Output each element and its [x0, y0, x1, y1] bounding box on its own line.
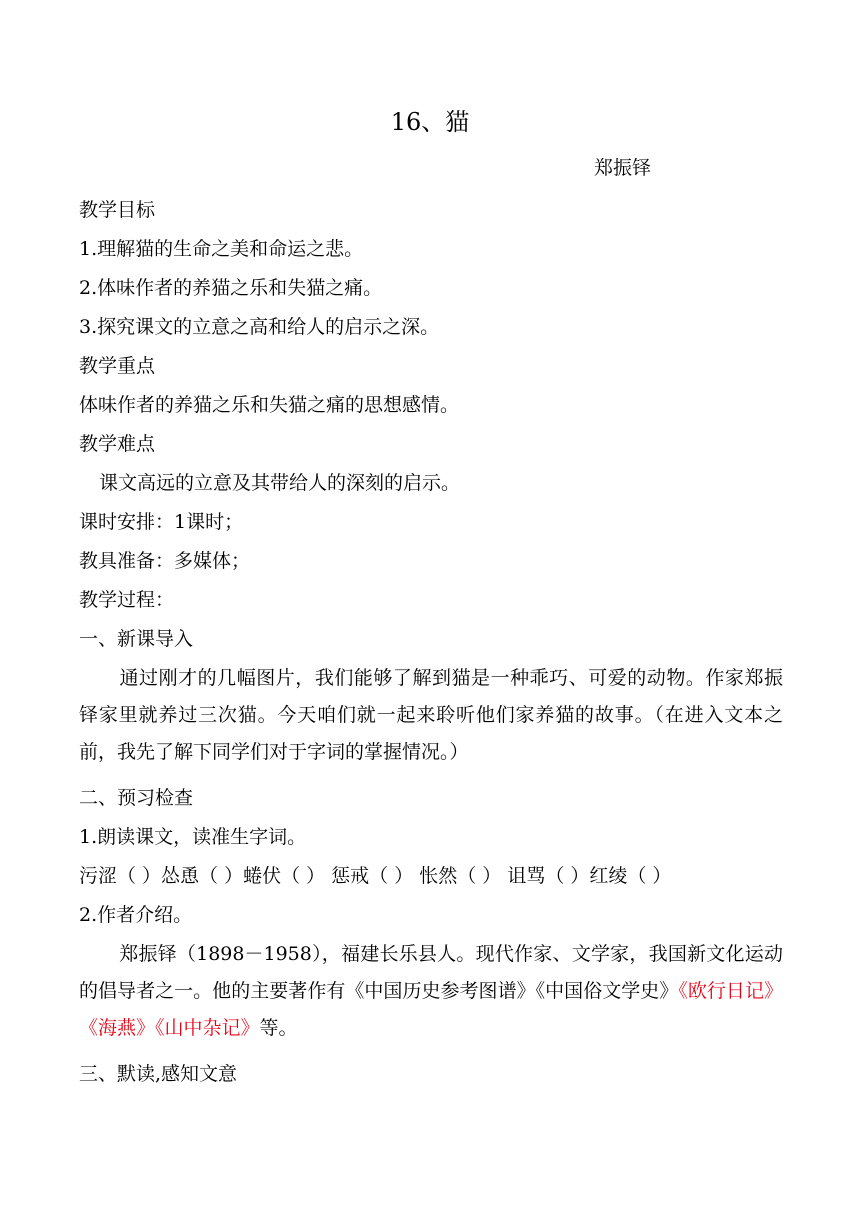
- lesson-title: 16、猫: [390, 108, 470, 136]
- bio-text: 郑振铎（1898－1958），福建长乐县人。现代作家、文学家，我国新文化运动的倡导者之一。他的主要著作有《中国历史参考图谱》《中国俗文学史》: [79, 943, 783, 1002]
- part1-text: 通过刚才的几幅图片，我们能够了解到猫是一种乖巧、可爱的动物。作家郑振铎家里就养过三次猫。今天咱们就一起来聆听他们家养猫的故事。（在进入文本之前，我先了解下同学们对于字词的掌握情况。）: [79, 667, 783, 763]
- goal-item-2: 2.体味作者的养猫之乐和失猫之痛。: [79, 277, 383, 299]
- bio-red-works: 《欧行日记》《海燕》《山中杂记》: [79, 980, 783, 1039]
- part2-item-1: 1.朗读课文，读准生字词。: [79, 826, 307, 848]
- process-heading: 教学过程：: [79, 589, 175, 611]
- schedule-line: 课时安排：1课时；: [79, 511, 244, 533]
- goal-item-3: 3.探究课文的立意之高和给人的启示之深。: [79, 316, 440, 338]
- focus-text: 体味作者的养猫之乐和失猫之痛的思想感情。: [79, 394, 460, 416]
- goals-heading: 教学目标: [79, 199, 156, 221]
- goal-item-1: 1.理解猫的生命之美和命运之悲。: [79, 238, 364, 260]
- vocab-line: 污涩（ ）怂恿（ ）蜷伏（ ） 惩戒（ ） 怅然（ ） 诅骂（ ）红绫（ ）: [79, 865, 672, 887]
- difficulty-heading: 教学难点: [79, 433, 156, 455]
- bio-end: 等。: [259, 1017, 298, 1039]
- part2-item-2: 2.作者介绍。: [79, 904, 193, 926]
- author-name: 郑振铎: [594, 157, 652, 179]
- part1-paragraph: [79, 660, 783, 771]
- part1-heading: 一、新课导入: [79, 628, 194, 650]
- bio-paragraph: [79, 936, 783, 1047]
- difficulty-text: 课文高远的立意及其带给人的深刻的启示。: [99, 472, 461, 494]
- focus-heading: 教学重点: [79, 355, 156, 377]
- part3-heading: 三、默读,感知文意: [79, 1063, 238, 1085]
- part2-heading: 二、预习检查: [79, 787, 194, 809]
- tools-line: 教具准备：多媒体；: [79, 550, 251, 572]
